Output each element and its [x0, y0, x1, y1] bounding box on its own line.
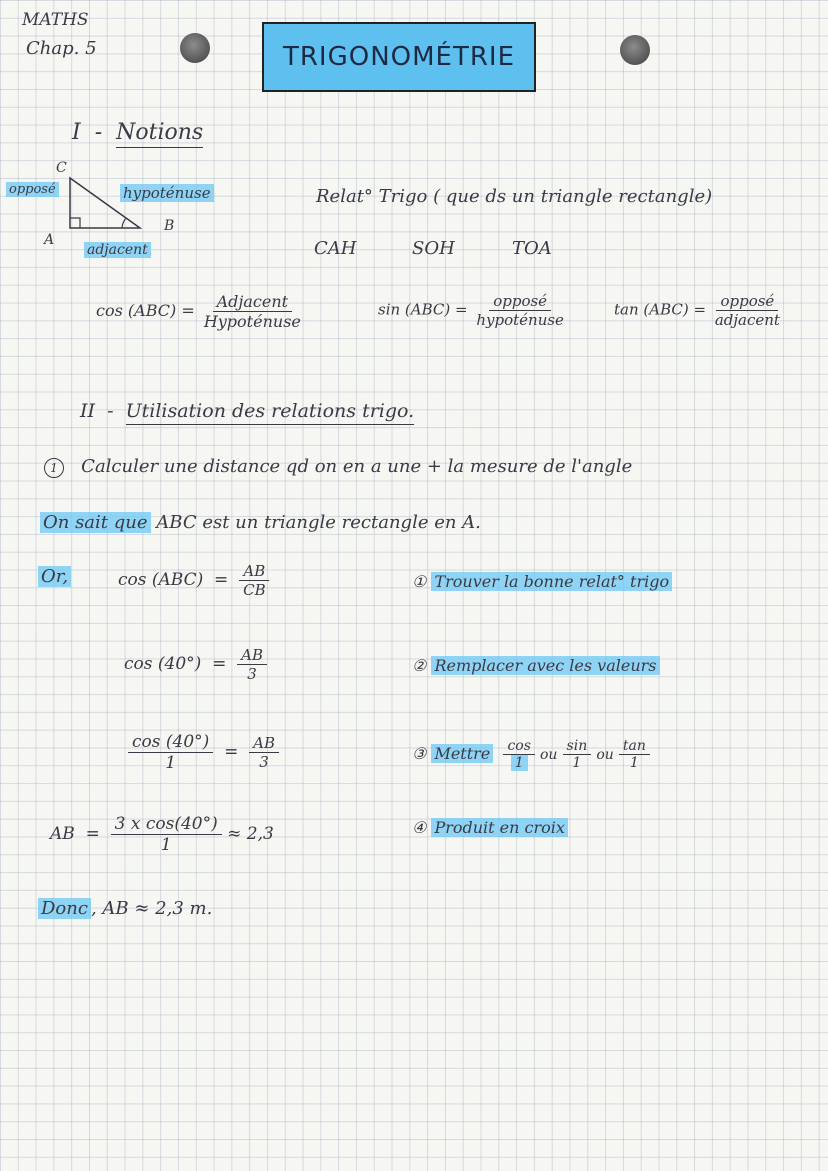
chapter-label: Chap. 5: [26, 38, 97, 59]
mnemonic-soh: SOH: [412, 238, 455, 259]
conclusion: Donc , AB ≈ 2,3 m.: [38, 898, 212, 919]
label-hypotenuse: hypoténuse: [120, 184, 214, 202]
equation-4: AB = $\frac{\text{3 x cos(40°)}}{1}$ ≈ 2,3: [50, 814, 274, 855]
item-1: 1 Calculer une distance qd on en a une + la mesure de l'angle: [44, 456, 632, 478]
relation-title: Relat° Trigo ( que ds un triangle rectangle): [316, 186, 713, 207]
sin-formula: sin (ABC) = $\frac{\text{opposé}}{\text{hypoténuse}}$: [378, 292, 564, 329]
item-number: 1: [44, 458, 64, 478]
or-label: Or,: [38, 566, 71, 587]
punch-hole-left: [180, 33, 210, 63]
step-3: ③ Mettre $\frac{\cos}{1}$ ou $\frac{\sin}{1}$ ou $\frac{\tan}{1}$: [412, 738, 650, 771]
triangle-diagram: [60, 168, 150, 238]
label-adjacent: adjacent: [84, 242, 151, 258]
vertex-b: B: [164, 218, 175, 234]
equation-2: cos (40°) = $\frac{AB}{3}$: [124, 646, 267, 683]
vertex-c: C: [56, 160, 67, 176]
vertex-a: A: [44, 232, 55, 248]
equation-3: $\frac{\cos (40^\circ)}{1}$ = $\frac{AB}{3}$: [128, 732, 279, 773]
step-4: ④ Produit en croix: [412, 818, 568, 837]
label-oppose: opposé: [6, 182, 59, 197]
subject-label: MATHS: [22, 10, 89, 30]
tan-formula: tan (ABC) = $\frac{\text{opposé}}{\text{adjacent}}$: [614, 292, 780, 329]
section2-heading: II - Utilisation des relations trigo.: [80, 400, 414, 422]
punch-hole-right: [620, 35, 650, 65]
mnemonic-toa: TOA: [512, 238, 552, 259]
step-1: ① Trouver la bonne relat° trigo: [412, 572, 672, 591]
on-sait-line: On sait que ABC est un triangle rectangle en A.: [40, 512, 481, 533]
page-title: TRIGONOMÉTRIE: [262, 22, 536, 92]
equation-1: cos (ABC) = $\frac{AB}{CB}$: [118, 562, 270, 599]
cos-formula: cos (ABC) = $\frac{\text{Adjacent}}{\text{Hypoténuse}}$: [96, 292, 301, 331]
section1-heading: I - Notions: [72, 120, 203, 145]
step-2: ② Remplacer avec les valeurs: [412, 656, 660, 675]
mnemonic-cah: CAH: [314, 238, 357, 259]
